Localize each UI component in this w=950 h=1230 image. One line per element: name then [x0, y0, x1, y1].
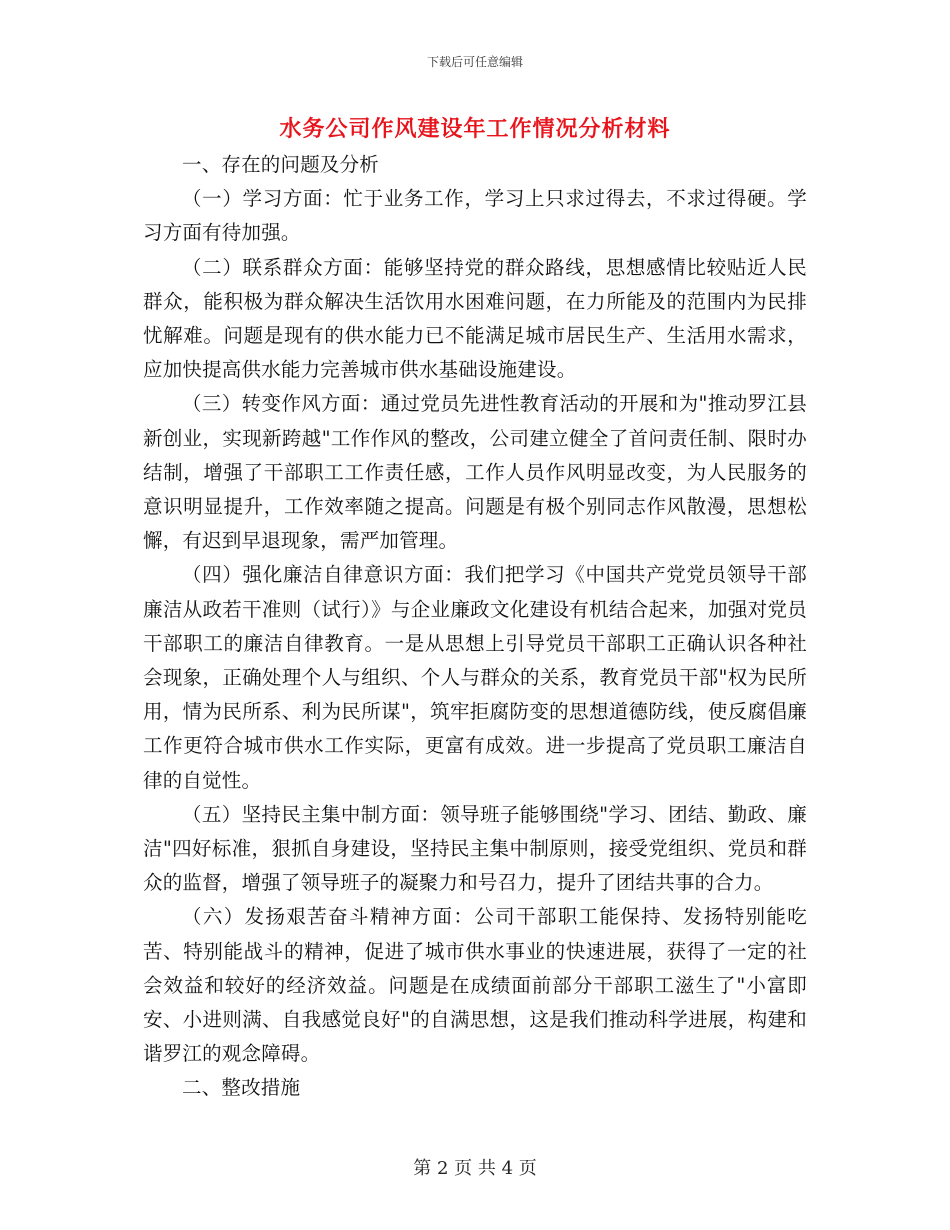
section-heading-problems: 一、存在的问题及分析: [182, 153, 380, 176]
document-body: [143, 148, 807, 1106]
paragraph-mass-contact: （二）联系群众方面：能够坚持党的群众路线，思想感情比较贴近人民群众，能积极为群众解决生活饮用水困难问题，在力所能及的范围内为民排忧解难。问题是现有的供水能力已不能满足城市居民生产、生活用水需求，应加快提高供水能力完善城市供水基础设施建设。: [143, 255, 807, 382]
paragraph-democratic-centralism: （五）坚持民主集中制方面：领导班子能够围绕"学习、团结、勤政、廉洁"四好标准，狠抓自身建设，坚持民主集中制原则，接受党组织、党员和群众的监督，增强了领导班子的凝聚力和号召力，提升了团结共事的合力。: [143, 802, 807, 895]
page-number-footer: 第 2 页 共 4 页: [413, 1158, 537, 1179]
paragraph-hard-work: （六）发扬艰苦奋斗精神方面：公司干部职工能保持、发扬特别能吃苦、特别能战斗的精神，促进了城市供水事业的快速进展，获得了一定的社会效益和较好的经济效益。问题是在成绩面前部分干部职工滋生了"小富即安、小进则满、自我感觉良好"的自满思想，这是我们推动科学进展，构建和谐罗江的观念障碍。: [143, 905, 807, 1066]
document-title: 水务公司作风建设年工作情况分析材料: [279, 116, 671, 142]
paragraph-work-style: （三）转变作风方面：通过党员先进性教育活动的开展和为"推动罗江县新创业，实现新跨越"工作作风的整改，公司建立健全了首问责任制、限时办结制，增强了干部职工工作责任感，工作人员作风明显改变，为人民服务的意识明显提升，工作效率随之提高。问题是有极个别同志作风散漫，思想松懈，有迟到早退现象，需严加管理。: [143, 392, 807, 553]
section-heading-measures: 二、整改措施: [182, 1076, 301, 1100]
page-header-note: 下载后可任意编辑: [426, 55, 523, 69]
paragraph-study: （一）学习方面：忙于业务工作，学习上只求过得去，不求过得硬。学习方面有待加强。: [143, 187, 807, 245]
paragraph-integrity: （四）强化廉洁自律意识方面：我们把学习《中国共产党党员领导干部廉洁从政若干准则（试行）》与企业廉政文化建设有机结合起来，加强对党员干部职工的廉洁自律教育。一是从思想上引导党员干部职工正确认识各种社会现象，正确处理个人与组织、个人与群众的关系，教育党员干部"权为民所用，情为民所系、利为民所谋"，筑牢拒腐防变的思想道德防线，使反腐倡廉工作更符合城市供水工作实际，更富有成效。进一步提高了党员职工廉洁自律的自觉性。: [143, 563, 807, 792]
